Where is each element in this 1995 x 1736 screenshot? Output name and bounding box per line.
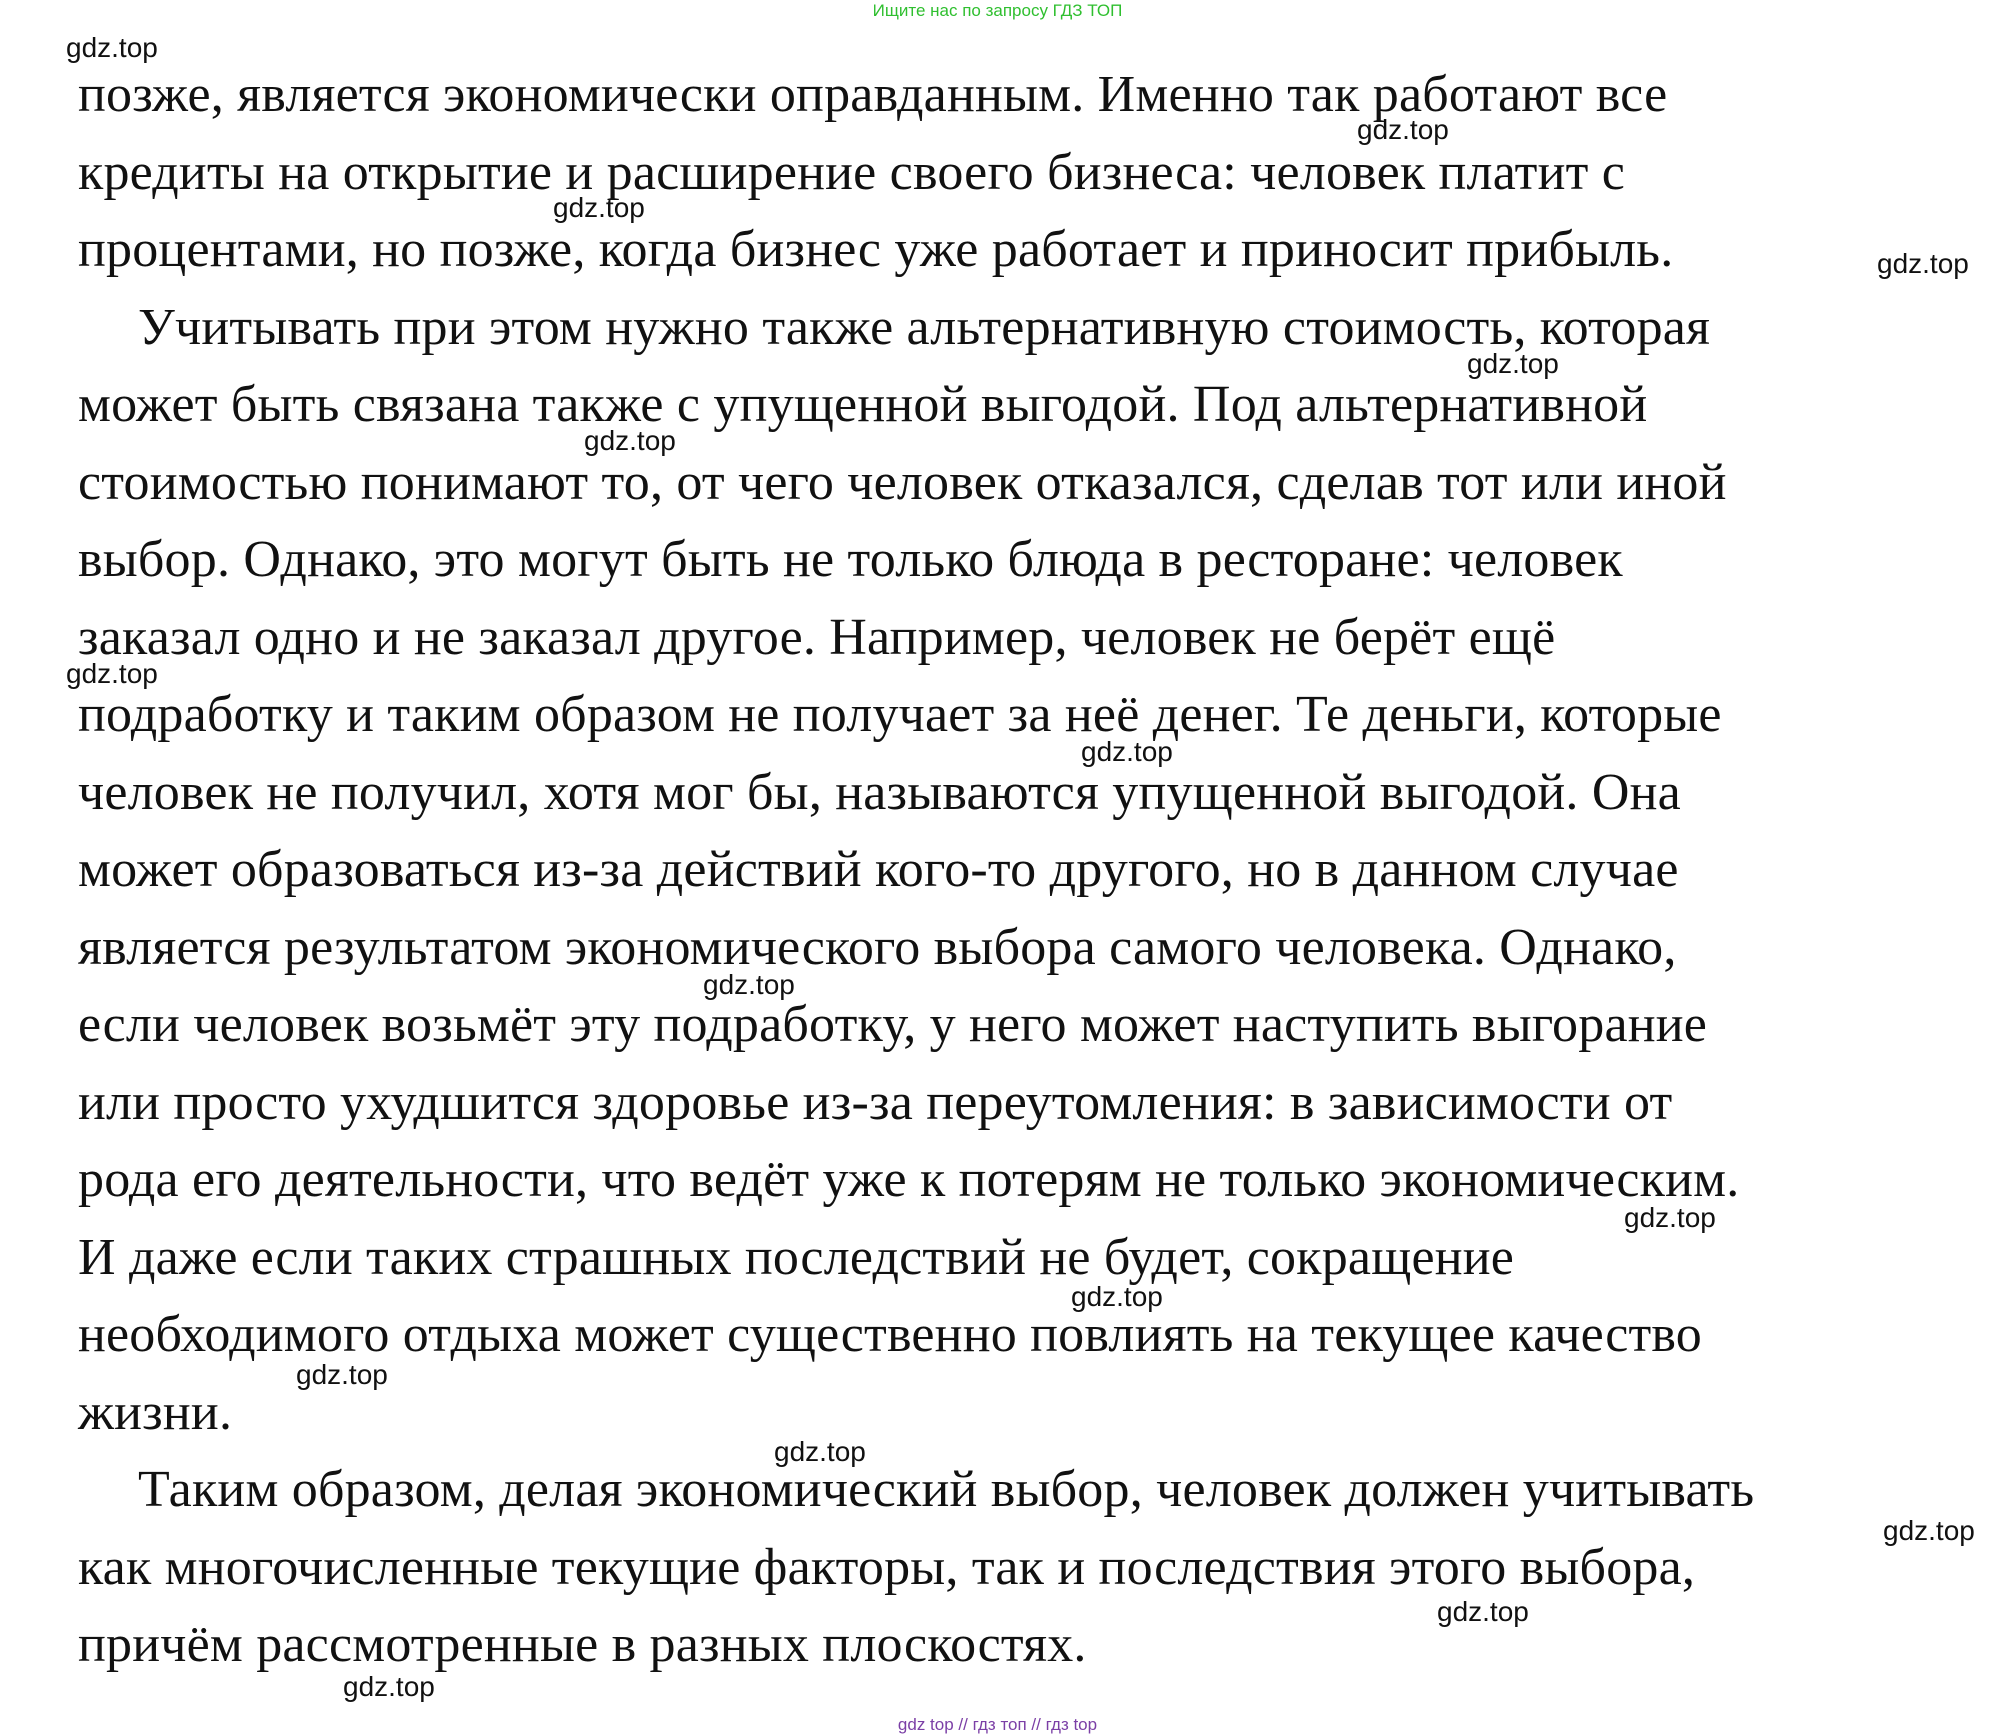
text-line: стоимостью понимают то, от чего человек отказался, сделав тот или иной [78, 453, 1727, 511]
watermark: gdz.top [296, 1359, 388, 1390]
watermark: gdz.top [66, 32, 158, 63]
text-line: человек не получил, хотя мог бы, называются упущенной выгодой. Она [78, 763, 1681, 821]
watermark: gdz.top [1437, 1596, 1529, 1627]
text-line: как многочисленные текущие факторы, так и последствия этого выбора, [78, 1538, 1696, 1596]
text-line: выбор. Однако, это могут быть не только блюда в ресторане: человек [78, 531, 1623, 588]
text-line: необходимого отдыха может существенно повлиять на текущее качество [78, 1306, 1703, 1363]
text-line: рода его деятельности, что ведёт уже к потерям не только экономическим. [78, 1151, 1740, 1208]
watermark: gdz.top [343, 1671, 435, 1702]
text-line: позже, является экономически оправданным. Именно так работают все [78, 66, 1668, 123]
text-line: может образоваться из-за действий кого-то другого, но в данном случае [78, 841, 1679, 898]
watermark: gdz.top [703, 969, 795, 1000]
text-line: причём рассмотренные в разных плоскостях. [78, 1616, 1087, 1673]
watermark: gdz.top [584, 425, 676, 456]
document-body [78, 56, 1978, 1684]
watermark: gdz.top [1467, 348, 1559, 379]
text-line: если человек возьмёт эту подработку, у него может наступить выгорание [78, 996, 1708, 1053]
watermark: gdz.top [66, 658, 158, 689]
watermark: gdz.top [1624, 1202, 1716, 1233]
watermark: gdz.top [1081, 736, 1173, 767]
text-line: Таким образом, делая экономический выбор, человек должен учитывать [138, 1461, 1755, 1518]
watermark: gdz.top [1877, 248, 1969, 279]
watermark: gdz.top [1883, 1515, 1975, 1546]
text-line: или просто ухудшится здоровье из-за переутомления: в зависимости от [78, 1073, 1673, 1131]
watermark: gdz.top [553, 192, 645, 223]
text-line: подработку и таким образом не получает за неё денег. Те деньги, которые [78, 686, 1722, 743]
text-line: является результатом экономического выбора самого человека. Однако, [78, 918, 1677, 976]
watermark: gdz.top [774, 1436, 866, 1467]
text-line: заказал одно и не заказал другое. Например, человек не берёт ещё [78, 608, 1556, 666]
text-line: Учитывать при этом нужно также альтернативную стоимость, которая [138, 298, 1711, 356]
top-banner: Ищите нас по запросу ГДЗ ТОП [872, 1, 1123, 20]
footer-links: gdz top // гдз топ // гдз top [897, 1715, 1098, 1734]
text-line: жизни. [78, 1383, 233, 1441]
watermark: gdz.top [1071, 1281, 1163, 1312]
text-line: может быть связана также с упущенной выгодой. Под альтернативной [78, 376, 1648, 433]
text-line: И даже если таких страшных последствий не будет, сокращение [78, 1228, 1515, 1286]
text-line: процентами, но позже, когда бизнес уже работает и приносит прибыль. [78, 221, 1674, 278]
watermark: gdz.top [1357, 114, 1449, 145]
text-line: кредиты на открытие и расширение своего бизнеса: человек платит с [78, 143, 1625, 201]
